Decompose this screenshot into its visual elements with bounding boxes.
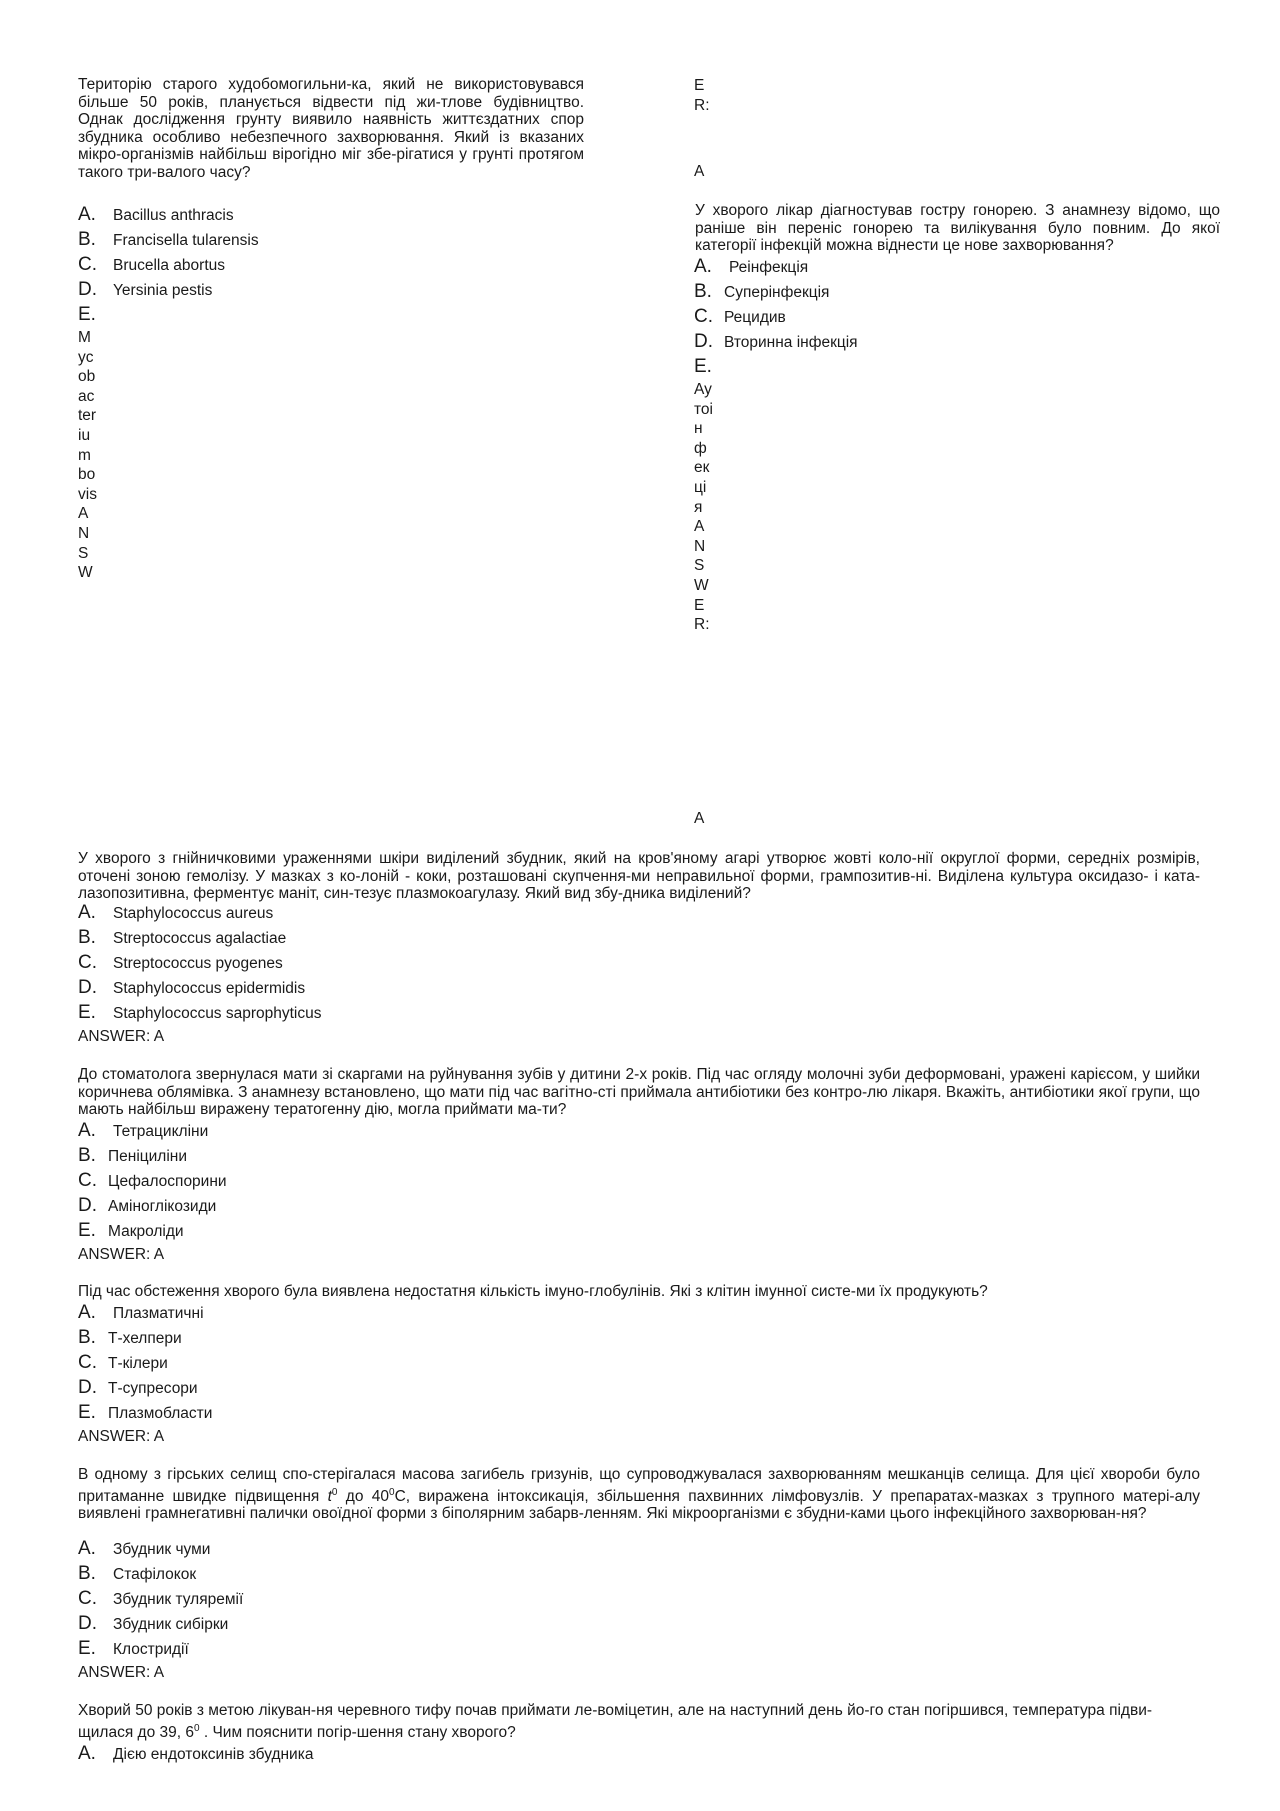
option-letter: B. [78,229,96,250]
question-2-option-e-vertical-text: Аутоінфекція ANSWER: [694,381,713,634]
question-6-answer: ANSWER: A [78,1664,165,1681]
degree-superscript: 0 [389,1486,395,1498]
option-text: Brucella abortus [113,257,226,274]
option-letter: B. [78,1563,96,1584]
option-letter: C. [694,306,713,327]
option-letter: C. [78,952,97,973]
option-letter: E. [78,304,96,325]
question-7-text-part-2: . Чим пояснити погір-шення стану хворого? [199,1723,516,1741]
question-1-text: Територію старого худобомогильни-ка, який не використовувався більше 50 років, планується відвести під жи-тлове будівництво. Однак дослідження грунту виявило наявність життєздатних спор збудника особливо небезпечного захворювання. Який із вказаних мікро-організмів найбільш вірогідно міг збе-рігатися у грунті протягом такого три-валого часу? [78,76,584,181]
option-c[interactable] [78,1170,227,1195]
option-text: Тетрацикліни [113,1123,209,1140]
option-letter: A. [78,1120,96,1141]
option-b[interactable] [78,229,259,254]
option-letter: C. [78,1170,97,1191]
question-5-answer: ANSWER: A [78,1428,165,1445]
option-text: Збудник сибірки [113,1616,229,1633]
question-4-text: До стоматолога звернулася мати зі скаргами на руйнування зубів у дитини 2-х років. Під час огляду молочні зуби деформовані, уражені карієсом, у шийки коричнева облямівка. З анамнезу встановлено, що мати під час вагітно-сті приймала антибіотики без контро-лю лікаря. Вкажіть, антибіотики якої групи, що мають найбільш виражену тератогенну дію, могла приймати ма-ти? [78,1066,1200,1118]
question-6-text-part-2: до 40 [337,1487,390,1505]
option-letter: B. [78,1145,96,1166]
question-3-answer: ANSWER: A [78,1028,165,1045]
option-b[interactable] [78,1145,227,1170]
option-a[interactable] [78,1538,243,1563]
option-text: Плазматичні [113,1305,204,1322]
option-letter: D. [694,331,713,352]
option-e[interactable] [78,1220,227,1245]
degree-superscript: 0 [331,1486,338,1498]
option-letter: A. [78,1302,96,1323]
option-b[interactable] [78,1563,243,1588]
option-text: Т-хелпери [108,1330,182,1347]
question-2-text: У хворого лікар діагностував гостру гонорею. З анамнезу відомо, що раніше він переніс гонорею та вилікування було повним. До якої категорії інфекцій можна віднести це нове захворювання? [695,202,1220,254]
question-7-text [78,1702,1200,1741]
option-letter: B. [78,927,96,948]
option-e[interactable] [694,356,858,381]
question-6-text [78,1466,1200,1523]
option-text: Вторинна інфекція [724,334,858,351]
option-letter: D. [78,279,97,300]
option-text: Цефалоспорини [108,1173,227,1190]
option-letter: E. [694,356,712,377]
question-7-text-part-1: Хворий 50 років з метою лікуван-ня черевного тифу почав приймати ле-воміцетин, але на наступний день йо-го стан погіршився, температура підви-щилася до 39, 6 [78,1702,1153,1741]
option-letter: D. [78,1195,97,1216]
option-text: Bacillus anthracis [113,207,234,224]
option-letter: A. [78,1538,96,1559]
question-6-options [78,1538,243,1663]
option-d[interactable] [78,1613,243,1638]
option-text: Staphylococcus aureus [113,905,274,922]
option-letter: D. [78,1613,97,1634]
option-letter: B. [78,1327,96,1348]
option-d[interactable] [78,279,259,304]
option-letter: B. [694,281,712,302]
option-e[interactable] [78,304,259,329]
option-text: Клостридії [113,1641,189,1658]
option-text: Плазмобласти [108,1405,213,1422]
temperature-symbol: t [327,1487,332,1505]
degree-superscript: 0 [193,1722,200,1734]
option-letter: A. [694,256,712,277]
option-text: Yersinia pestis [113,282,213,299]
question-2-options [694,256,858,381]
option-a[interactable] [78,204,259,229]
option-e[interactable] [78,1638,243,1663]
option-letter: E. [78,1002,96,1023]
option-letter: E. [78,1638,96,1659]
question-5-options [78,1302,212,1427]
question-1-answer: A [694,163,705,180]
option-letter: A. [78,1743,96,1764]
question-6-text-part-3: С, виражена інтоксикація, збільшення пахвинних лімфовузлів. У препаратах-мазках з трупного матері-алу виявлені грамнегативні палички овоїдної форми з біполярним забарв-ленням. Які мікроорганізми є збудни-ками цього інфекційного захворюван-ня? [78,1487,1200,1523]
question-2-answer: A [694,810,705,827]
question-3-text: У хворого з гнійничковими ураженнями шкіри виділений збудник, який на кров'яному агарі утворює жовті коло-нії округлої форми, середніх розмірів, оточені зоною гемолізу. У мазках з ко-лоній - коки, розташовані скупчення-ми неправильної форми, грампозитив-ні. Виділена культура оксидазо- і ката-лазопозитивна, ферментує маніт, син-тезує плазмокоагулазу. Який вид збу-дника виділений? [78,850,1200,902]
option-text: Francisella tularensis [113,232,259,249]
option-text: Збудник туляремії [113,1591,244,1608]
option-text: Реінфекція [729,259,809,276]
question-1-answer-label-vertical: ER: [694,77,710,114]
option-letter: C. [78,254,97,275]
option-d[interactable] [78,1195,227,1220]
option-letter: E. [78,1402,96,1423]
option-text: Staphylococcus epidermidis [113,980,306,997]
option-a[interactable] [78,1302,212,1327]
option-text: Стафілокок [113,1566,197,1583]
option-c[interactable] [694,306,858,331]
option-a[interactable] [694,256,858,281]
option-c[interactable] [78,254,259,279]
option-text: Staphylococcus saprophyticus [113,1005,322,1022]
question-6-text-part-1: В одному з гірських селищ спо-стерігалася масова загибель гризунів, що супроводжувалася захворюванням мешканців селища. Для цієї хвороби було притаманне швидке підвищення [78,1466,1200,1505]
option-letter: C. [78,1588,97,1609]
option-text: Аміноглікозиди [108,1198,217,1215]
option-e[interactable] [78,1402,212,1427]
question-3-options [78,902,322,1027]
option-letter: C. [78,1352,97,1373]
option-b[interactable] [78,1327,212,1352]
question-1-option-e-vertical-text: Mycobacterium bovis ANSW [78,329,101,582]
question-7-options [78,1743,313,1768]
option-d[interactable] [694,331,858,356]
option-a[interactable] [78,1120,227,1145]
question-4-options [78,1120,227,1245]
option-a[interactable] [78,902,322,927]
option-b[interactable] [694,281,858,306]
option-text: Т-кілери [108,1355,168,1372]
option-c[interactable] [78,1352,212,1377]
option-text: Streptococcus agalactiae [113,930,287,947]
option-text: Streptococcus pyogenes [113,955,283,972]
question-4-answer: ANSWER: A [78,1246,165,1263]
option-d[interactable] [78,1377,212,1402]
option-text: Збудник чуми [113,1541,211,1558]
option-text: Макроліди [108,1223,184,1240]
question-5-text: Під час обстеження хворого була виявлена недостатня кількість імуно-глобулінів. Які з клітин імунної систе-ми їх продукують? [78,1283,988,1300]
option-letter: E. [78,1220,96,1241]
option-text: Т-супресори [108,1380,198,1397]
option-letter: D. [78,1377,97,1398]
option-text: Рецидив [724,309,786,326]
option-c[interactable] [78,952,322,977]
option-letter: A. [78,204,96,225]
option-text: Суперінфекція [724,284,830,301]
option-b[interactable] [78,927,322,952]
option-c[interactable] [78,1588,243,1613]
option-letter: D. [78,977,97,998]
option-e[interactable] [78,1002,322,1027]
option-a[interactable] [78,1743,313,1768]
question-1-options [78,204,259,329]
option-d[interactable] [78,977,322,1002]
option-letter: A. [78,902,96,923]
option-text: Пеніциліни [108,1148,188,1165]
option-text: Дією ендотоксинів збудника [113,1746,314,1763]
